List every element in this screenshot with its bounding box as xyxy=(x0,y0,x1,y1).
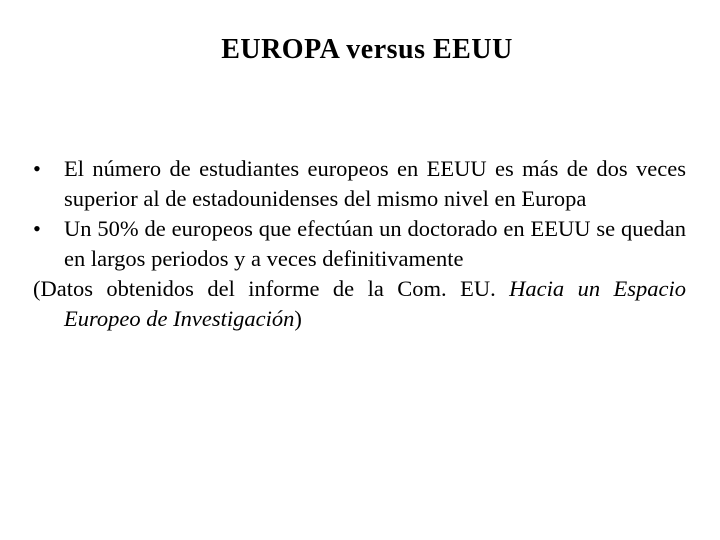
source-note xyxy=(33,274,686,334)
bullet-item-students xyxy=(33,154,686,214)
bullet-text-doctorate: Un 50% de europeos que efectúan un doctorado en EEUU se quedan en largos periodos y a veces definitivamente xyxy=(64,216,686,271)
bullet-text-students: El número de estudiantes europeos en EEUU es más de dos veces superior al de estadounidenses del mismo nivel en Europa xyxy=(64,156,686,211)
bullet-item-doctorate xyxy=(33,214,686,274)
source-note-prefix: (Datos obtenidos del informe de la Com. EU. xyxy=(33,276,510,301)
source-note-report-title: Hacia un Espacio Europeo de Investigación xyxy=(64,276,686,331)
source-note-suffix: ) xyxy=(294,306,302,331)
bullet-icon: • xyxy=(33,216,41,241)
slide-title: EUROPA versus EEUU xyxy=(221,34,513,65)
slide-content xyxy=(33,154,686,334)
bullet-icon: • xyxy=(33,156,41,181)
